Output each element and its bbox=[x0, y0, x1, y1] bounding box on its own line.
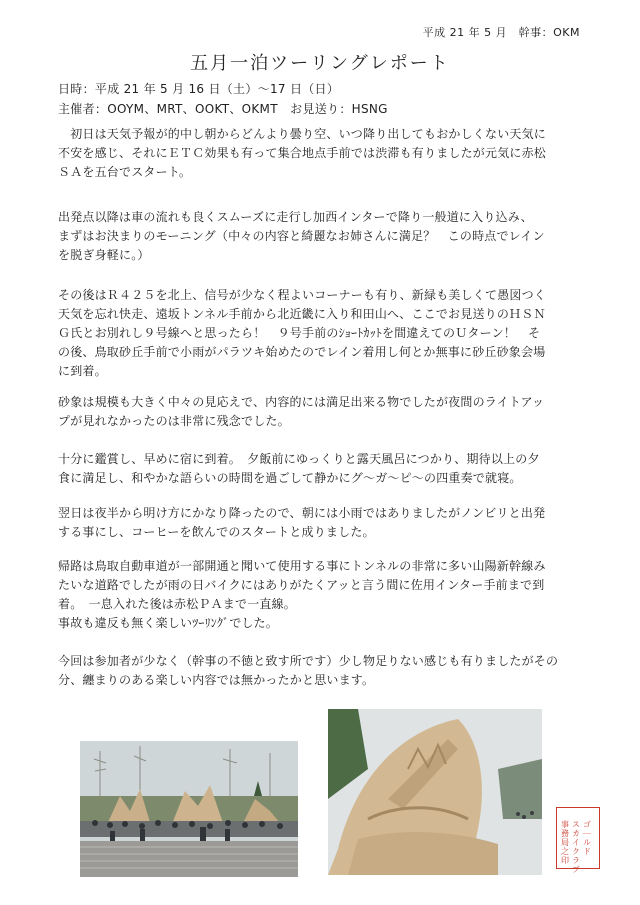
svg-text:ク: ク bbox=[571, 847, 581, 855]
event-date: 日時：平成 21 年 5 月 16 日（土）～17 日（日） bbox=[58, 82, 340, 96]
svg-text:ル: ル bbox=[582, 838, 592, 846]
svg-text:之: 之 bbox=[560, 847, 570, 855]
svg-text:事: 事 bbox=[560, 820, 570, 828]
photo-sand-venue-crowd bbox=[80, 741, 298, 877]
svg-text:イ: イ bbox=[571, 838, 581, 846]
svg-text:ス: ス bbox=[571, 820, 581, 828]
paragraph-route: その後はＲ４２５を北上、信号が少なく程よいコーナーも有り、新緑も美しくて愚図つく 天気を忘れ快走、遠坂トンネル手前から北近畿に入り和田山へ、ここでお見送りのＨＳＮ Ｇ氏とお別れし９号線へと思ったら！ ９号手前のｼｮｰﾄｶｯﾄを間違えてのＵターン！ そ の後、鳥取砂丘手前で小雨がパラツキ始めたのでレイン着用し何とか無事に砂丘砂象会場 に到着。 bbox=[58, 288, 547, 378]
paragraph-day2: 翌日は夜半から明け方にかなり降ったので、朝には小雨ではありましたがノンビリと出発 する事にし、コーヒーを飲んでのスタートと成りました。 bbox=[58, 506, 546, 539]
paragraph-return: 帰路は鳥取自動車道が一部開通と聞いて使用する事にトンネルの非常に多い山陽新幹線み たいな道路でしたが雨の日バイクにはありがたくアッと言う間に佐用インター手前まで到 着。 一息入れた後は赤松ＰＡまで一直線。 事故も違反も無く楽しいﾂｰﾘﾝｸﾞでした。 bbox=[58, 559, 546, 630]
organizers: 主催者：OOYM、MRT、OOKT、OKMT お見送り：HSNG bbox=[58, 102, 388, 116]
club-seal-stamp bbox=[556, 807, 600, 873]
svg-text:ラ: ラ bbox=[571, 856, 581, 864]
svg-text:ド: ド bbox=[582, 847, 592, 855]
svg-text:務: 務 bbox=[560, 829, 570, 837]
paragraph-morning: 出発点以降は車の流れも良くスムーズに走行し加西インターで降り一般道に入り込み、 まずはお決まりのモーニング（中々の内容と綺麗なお姉さんに満足？ この時点でレイン を脱ぎ身軽に。） bbox=[58, 210, 545, 262]
paragraph-inn: 十分に鑑賞し、早めに宿に到着。 夕飯前にゆっくりと露天風呂につかり、期待以上の夕 食に満足し、和やかな語らいの時間を過ごして静かにグ～ガ～ピ～の四重奏で就寝。 bbox=[58, 452, 540, 485]
paragraph-sand-museum: 砂象は規模も大きく中々の見応えで、内容的には満足出来る物でしたが夜間のライトアッ プが見れなかったのは非常に残念でした。 bbox=[58, 395, 545, 428]
svg-text:印: 印 bbox=[560, 856, 570, 864]
page-title: 五月一泊ツーリングレポート bbox=[190, 53, 450, 74]
svg-text:ブ: ブ bbox=[571, 865, 581, 873]
svg-text:｜: ｜ bbox=[582, 829, 592, 837]
paragraph-day1-start: 初日は天気予報が的中し朝からどんより曇り空、いつ降り出してもおかしくない天気に 不安を感じ、それにＥＴＣ効果も有って集合地点手前では渋滞も有りましたが元気に赤松 ＳＡを五台でスタート。 bbox=[58, 127, 547, 179]
photo-sand-sculpture-ship bbox=[328, 709, 542, 875]
svg-text:局: 局 bbox=[560, 838, 570, 846]
header-meta: 平成 21 年 5 月 幹事：OKM bbox=[422, 26, 580, 39]
svg-text:ゴ: ゴ bbox=[582, 820, 592, 828]
paragraph-summary: 今回は参加者が少なく（幹事の不徳と致す所です）少し物足りない感じも有りましたがその 分、纏まりのある楽しい内容では無かったかと思います。 bbox=[58, 654, 559, 687]
svg-text:カ: カ bbox=[571, 829, 581, 837]
